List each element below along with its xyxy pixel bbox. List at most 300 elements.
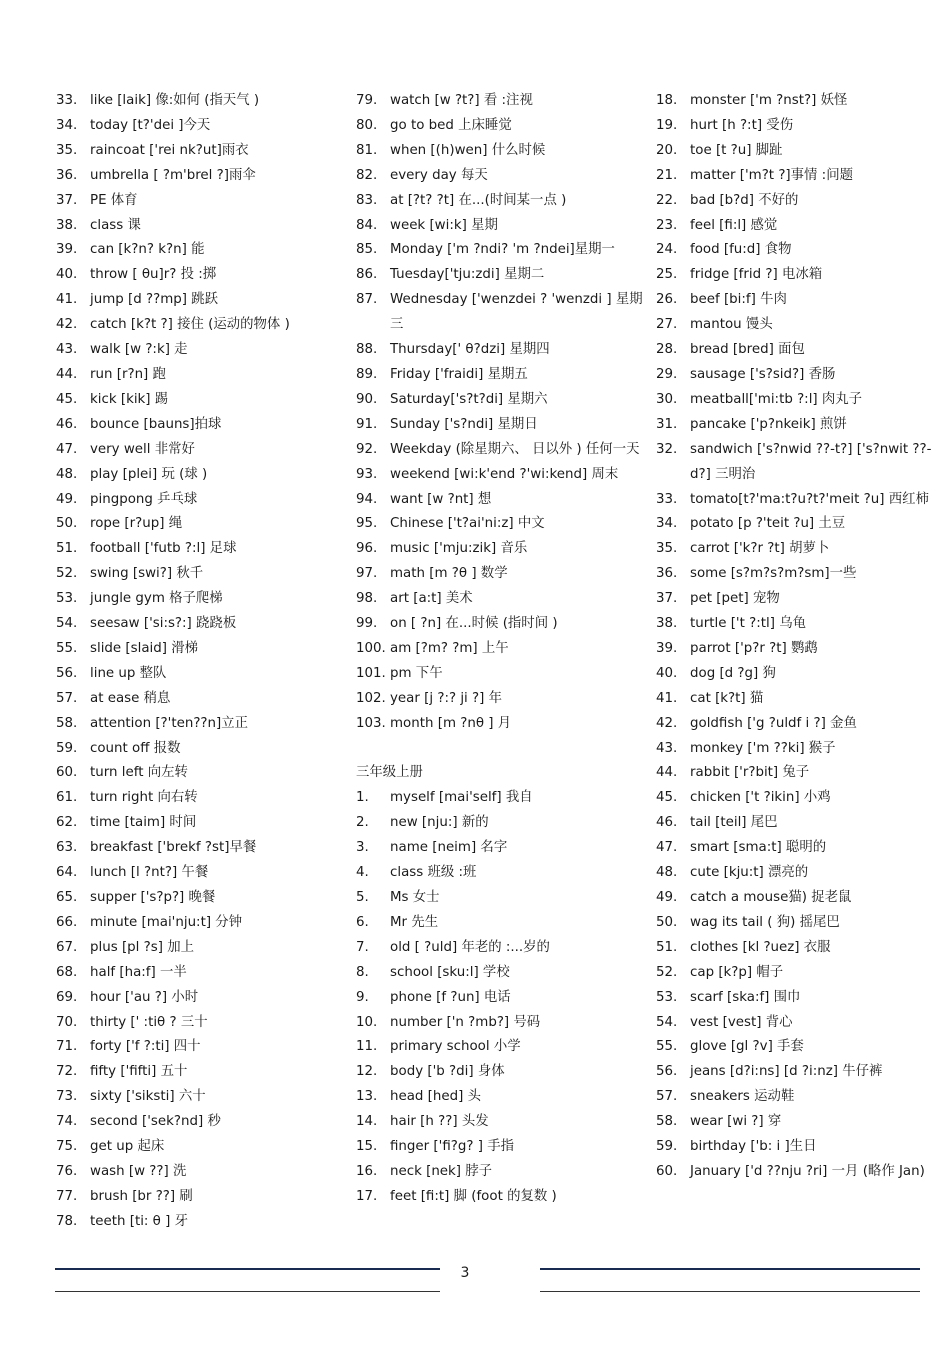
entry-text: sandwich ['s?nwid ??-t?] ['s?nwit ??-d?] 三明治	[690, 441, 932, 482]
entry-number: 55.	[56, 640, 78, 656]
vocab-entry	[656, 89, 932, 114]
entry-text: music ['mju:zik] 音乐	[390, 541, 528, 557]
vocab-entry	[56, 936, 346, 961]
vocab-entry	[56, 363, 346, 388]
entry-text: turn right 向右转	[90, 790, 198, 806]
entry-number: 37.	[56, 192, 78, 208]
vocab-entry	[56, 1035, 346, 1060]
entry-number: 70.	[56, 1014, 78, 1030]
vocab-entry	[56, 961, 346, 986]
entry-text: Saturday['s?t?di] 星期六	[390, 391, 548, 407]
entry-text: second ['sek?nd] 秒	[90, 1114, 221, 1130]
vocab-entry	[656, 911, 932, 936]
entry-number: 10.	[356, 1014, 378, 1030]
entry-text: January ['d ??nju ?ri] 一月 (略作 Jan)	[690, 1163, 925, 1179]
vocab-entry	[56, 1060, 346, 1085]
vocab-entry	[356, 189, 646, 214]
entry-number: 30.	[656, 391, 678, 407]
entry-number: 81.	[356, 142, 378, 158]
vocab-entry	[656, 537, 932, 562]
entry-text: today [t?'dei ]今天	[90, 117, 211, 133]
vocab-entry	[356, 1085, 646, 1110]
vocab-entry	[656, 861, 932, 886]
vocab-entry	[356, 512, 646, 537]
entry-text: sausage ['s?sid?] 香肠	[690, 366, 836, 382]
vocab-entry	[56, 288, 346, 313]
entry-text: Friday ['fraidi] 星期五	[390, 366, 528, 382]
entry-number: 53.	[656, 989, 678, 1005]
vocab-entry	[356, 861, 646, 886]
vocab-entry	[56, 114, 346, 139]
vocab-entry	[56, 463, 346, 488]
footer-rule-left-lower	[55, 1291, 440, 1292]
entry-number: 43.	[656, 740, 678, 756]
entry-number: 7.	[356, 939, 369, 955]
entry-text: attention [?'ten??n]立正	[90, 715, 249, 731]
entry-text: turn left 向左转	[90, 765, 188, 781]
entry-number: 61.	[56, 790, 78, 806]
vocab-entry	[656, 488, 932, 513]
entry-number: 12.	[356, 1064, 378, 1080]
entry-number: 100.	[356, 640, 386, 656]
vocab-entry	[56, 537, 346, 562]
vocab-entry	[56, 139, 346, 164]
entry-text: lunch [l ?nt?] 午餐	[90, 865, 209, 881]
entry-text: teeth [ti: θ ] 牙	[90, 1213, 189, 1229]
entry-number: 16.	[356, 1163, 378, 1179]
entry-number: 35.	[656, 541, 678, 557]
vocab-entry	[656, 288, 932, 313]
entry-text: cat [k?t] 猫	[690, 690, 764, 706]
entry-text: thirty [' :tiθ ? 三十	[90, 1014, 208, 1030]
entry-number: 4.	[356, 865, 369, 881]
vocab-entry	[656, 164, 932, 189]
vocab-entry	[356, 786, 646, 811]
entry-text: weekend [wi:k'end ?'wi:kend] 周末	[390, 466, 619, 482]
entry-text: brush [br ??] 刷	[90, 1188, 193, 1204]
entry-text: half [ha:f] 一半	[90, 964, 187, 980]
vocab-entry	[656, 662, 932, 687]
entry-text: toe [t ?u] 脚趾	[690, 142, 783, 158]
entry-number: 93.	[356, 466, 378, 482]
vocab-entry	[656, 637, 932, 662]
entry-text: turtle ['t ?:tl] 乌龟	[690, 616, 806, 632]
entry-number: 51.	[56, 541, 78, 557]
entry-number: 77.	[56, 1188, 78, 1204]
vocab-entry	[356, 363, 646, 388]
entry-number: 62.	[56, 815, 78, 831]
entry-number: 20.	[656, 142, 678, 158]
vocab-entry	[56, 438, 346, 463]
entry-text: Chinese ['t?ai'ni:z] 中文	[390, 516, 545, 532]
vocab-entry	[656, 761, 932, 786]
column-3	[656, 89, 932, 1185]
entry-number: 15.	[356, 1139, 378, 1155]
entry-text: feet [fi:t] 脚 (foot 的复数 )	[390, 1188, 557, 1204]
entry-number: 13.	[356, 1089, 378, 1105]
entry-text: catch [k?t ?] 接住 (运动的物体 )	[90, 317, 290, 333]
entry-text: Sunday ['s?ndi] 星期日	[390, 416, 538, 432]
entry-text: goldfish ['g ?uldf i ?] 金鱼	[690, 715, 857, 731]
entry-number: 68.	[56, 964, 78, 980]
page-footer	[0, 1255, 950, 1305]
entry-text: myself [mai'self] 我自	[390, 790, 533, 806]
vocab-entry	[356, 164, 646, 189]
vocab-entry	[56, 1011, 346, 1036]
vocab-entry	[56, 413, 346, 438]
entry-number: 5.	[356, 889, 369, 905]
vocab-entry	[356, 836, 646, 861]
entry-text: bad [b?d] 不好的	[690, 192, 799, 208]
vocab-entry	[56, 313, 346, 338]
entry-text: week [wi:k] 星期	[390, 217, 498, 233]
entry-text: scarf [ska:f] 围巾	[690, 989, 801, 1005]
entry-text: old [ ?uld] 年老的 :...岁的	[390, 939, 550, 955]
entry-text: catch a mouse猫) 捉老鼠	[690, 890, 852, 905]
entry-number: 48.	[656, 865, 678, 881]
entry-number: 73.	[56, 1089, 78, 1105]
vocab-entry	[56, 587, 346, 612]
footer-rule-left	[55, 1268, 440, 1270]
vocab-entry	[656, 612, 932, 637]
vocab-entry	[356, 986, 646, 1011]
entry-number: 33.	[56, 93, 78, 108]
vocab-entry	[356, 562, 646, 587]
entry-number: 57.	[656, 1089, 678, 1105]
entry-text: food [fu:d] 食物	[690, 242, 792, 258]
entry-number: 57.	[56, 690, 78, 706]
entry-number: 36.	[56, 167, 78, 183]
entry-number: 27.	[656, 317, 678, 333]
entry-text: Thursday[' θ?dzi] 星期四	[390, 342, 550, 358]
entry-text: body ['b ?di] 身体	[390, 1064, 505, 1080]
vocab-entry	[656, 1060, 932, 1085]
entry-number: 25.	[656, 267, 678, 283]
vocab-entry	[656, 1085, 932, 1110]
entry-text: sixty ['siksti] 六十	[90, 1089, 206, 1105]
entry-number: 36.	[656, 566, 678, 582]
entry-text: watch [w ?t?] 看 :注视	[390, 93, 533, 108]
vocab-entry	[356, 388, 646, 413]
vocab-entry	[656, 388, 932, 413]
vocab-entry	[356, 811, 646, 836]
entry-number: 92.	[356, 441, 378, 457]
entry-number: 66.	[56, 914, 78, 930]
entry-text: carrot ['k?r ?t] 胡萝卜	[690, 541, 830, 557]
entry-text: tail [teil] 尾巴	[690, 815, 778, 831]
entry-text: glove [gl ?v] 手套	[690, 1039, 804, 1055]
entry-text: play [plei] 玩 (球 )	[90, 466, 208, 482]
entry-number: 17.	[356, 1188, 378, 1204]
vocab-entry	[56, 811, 346, 836]
entry-text: line up 整队	[90, 665, 167, 681]
entry-text: wear [wi ?] 穿	[690, 1114, 782, 1130]
entry-number: 40.	[56, 267, 78, 283]
entry-text: cute [kju:t] 漂亮的	[690, 865, 809, 881]
entry-text: at [?t? ?t] 在...(时间某一点 )	[390, 192, 567, 208]
vocab-entry	[56, 189, 346, 214]
column-2	[356, 89, 646, 1210]
entry-text: every day 每天	[390, 167, 488, 183]
entry-text: tomato[t?'ma:t?u?t?'meit ?u] 西红柿	[690, 491, 929, 507]
entry-text: class 课	[90, 217, 141, 233]
entry-text: monster ['m ?nst?] 妖怪	[690, 93, 848, 108]
entry-text: neck [nek] 脖子	[390, 1163, 493, 1179]
vocab-entry	[356, 139, 646, 164]
entry-text: pm 下午	[390, 665, 443, 681]
entry-number: 76.	[56, 1163, 78, 1179]
vocab-entry	[356, 89, 646, 114]
entry-number: 45.	[56, 391, 78, 407]
vocab-entry	[356, 114, 646, 139]
entry-number: 55.	[656, 1039, 678, 1055]
entry-number: 95.	[356, 516, 378, 532]
entry-number: 33.	[656, 491, 678, 507]
entry-number: 103.	[356, 715, 386, 731]
entry-text: walk [w ?:k] 走	[90, 342, 188, 358]
vocab-entry	[356, 936, 646, 961]
entry-text: at ease 稍息	[90, 690, 171, 706]
entry-text: wag its tail ( 狗) 摇尾巴	[690, 914, 840, 930]
vocab-entry	[56, 338, 346, 363]
entry-text: phone [f ?un] 电话	[390, 989, 511, 1005]
entry-number: 44.	[656, 765, 678, 781]
entry-text: year [j ?:? ji ?] 年	[390, 690, 502, 706]
vocab-entry	[656, 1035, 932, 1060]
entry-number: 58.	[656, 1114, 678, 1130]
vocab-entry	[56, 986, 346, 1011]
entry-number: 47.	[656, 840, 678, 856]
entry-number: 34.	[56, 117, 78, 133]
vocab-entry	[356, 1185, 646, 1210]
entry-number: 34.	[656, 516, 678, 532]
entry-number: 86.	[356, 267, 378, 283]
entry-number: 78.	[56, 1213, 78, 1229]
vocab-entry	[56, 662, 346, 687]
vocab-entry	[356, 587, 646, 612]
entry-text: Wednesday ['wenzdei ? 'wenzdi ] 星期三	[390, 292, 643, 333]
entry-number: 32.	[656, 441, 678, 457]
vocab-entry	[56, 737, 346, 762]
entry-number: 23.	[656, 217, 678, 233]
vocab-entry	[56, 388, 346, 413]
vocab-entry	[656, 587, 932, 612]
entry-number: 11.	[356, 1039, 378, 1055]
entry-text: parrot ['p?r ?t] 鹦鹉	[690, 640, 818, 656]
entry-number: 60.	[656, 1163, 678, 1179]
vocab-entry	[656, 413, 932, 438]
entry-number: 37.	[656, 591, 678, 607]
entry-text: go to bed 上床睡觉	[390, 117, 512, 133]
vocab-entry	[656, 687, 932, 712]
entry-number: 64.	[56, 865, 78, 881]
entry-number: 46.	[656, 815, 678, 831]
vocab-entry	[656, 338, 932, 363]
entry-number: 75.	[56, 1139, 78, 1155]
vocab-entry	[56, 1135, 346, 1160]
vocab-entry	[656, 1110, 932, 1135]
entry-text: new [nju:] 新的	[390, 815, 489, 831]
entry-number: 41.	[656, 690, 678, 706]
entry-text: meatball['mi:tb ?:l] 肉丸子	[690, 391, 863, 407]
entry-number: 50.	[56, 516, 78, 532]
vocab-entry	[56, 1110, 346, 1135]
entry-number: 19.	[656, 117, 678, 133]
entry-number: 6.	[356, 914, 369, 930]
entry-text: vest [vest] 背心	[690, 1014, 793, 1030]
entry-number: 48.	[56, 466, 78, 482]
entry-number: 94.	[356, 491, 378, 507]
vocab-entry	[656, 438, 932, 488]
entry-text: very well 非常好	[90, 441, 195, 457]
vocab-entry	[56, 786, 346, 811]
vocab-entry	[56, 712, 346, 737]
entry-text: math [m ?θ ] 数学	[390, 566, 508, 582]
entry-number: 3.	[356, 840, 369, 856]
entry-number: 50.	[656, 914, 678, 930]
entry-number: 8.	[356, 964, 369, 980]
entry-text: smart [sma:t] 聪明的	[690, 840, 827, 856]
entry-number: 90.	[356, 391, 378, 407]
entry-number: 49.	[56, 491, 78, 507]
entry-text: some [s?m?s?m?sm]一些	[690, 566, 857, 582]
entry-text: count off 报数	[90, 740, 181, 756]
vocab-entry	[356, 687, 646, 712]
entry-text: am [?m? ?m] 上午	[390, 640, 509, 656]
vocab-entry	[356, 1035, 646, 1060]
vocab-entry	[356, 961, 646, 986]
entry-number: 45.	[656, 790, 678, 806]
entry-text: hair [h ??] 头发	[390, 1114, 489, 1130]
entry-number: 69.	[56, 989, 78, 1005]
vocab-entry	[356, 637, 646, 662]
entry-text: dog [d ?g] 狗	[690, 665, 776, 681]
column-1	[56, 89, 346, 1235]
entry-number: 102.	[356, 690, 386, 706]
entry-number: 52.	[656, 964, 678, 980]
entry-text: head [hed] 头	[390, 1089, 482, 1105]
entry-text: forty ['f ?:ti] 四十	[90, 1039, 201, 1055]
vocab-entry	[356, 911, 646, 936]
entry-text: pet [pet] 宠物	[690, 591, 780, 607]
vocab-entry	[356, 1110, 646, 1135]
entry-text: raincoat ['rei nk?ut]雨衣	[90, 142, 249, 158]
entry-number: 47.	[56, 441, 78, 457]
entry-text: jeans [d?i:ns] [d ?i:nz] 牛仔裤	[690, 1064, 883, 1080]
vocab-entry	[656, 1135, 932, 1160]
entry-number: 54.	[56, 616, 78, 632]
entry-number: 43.	[56, 342, 78, 358]
entry-text: feel [fi:l] 感觉	[690, 217, 778, 233]
entry-number: 101.	[356, 665, 386, 681]
vocab-entry	[356, 488, 646, 513]
vocab-entry	[56, 263, 346, 288]
vocab-entry	[56, 861, 346, 886]
vocab-entry	[656, 786, 932, 811]
entry-text: name [neim] 名字	[390, 840, 508, 856]
entry-number: 56.	[56, 665, 78, 681]
vocab-entry	[56, 1185, 346, 1210]
entry-text: pancake ['p?nkeik] 煎饼	[690, 416, 847, 432]
entry-number: 89.	[356, 366, 378, 382]
vocab-entry	[656, 961, 932, 986]
entry-text: sneakers 运动鞋	[690, 1089, 795, 1105]
entry-number: 79.	[356, 93, 378, 108]
entry-text: Ms 女士	[390, 889, 440, 905]
vocab-entry	[56, 1210, 346, 1235]
entry-number: 51.	[656, 939, 678, 955]
vocab-entry	[356, 886, 646, 911]
vocab-entry	[56, 238, 346, 263]
vocab-entry	[56, 512, 346, 537]
entry-number: 85.	[356, 242, 378, 258]
entry-text: can [k?n? k?n] 能	[90, 242, 205, 258]
entry-text: hour ['au ?] 小时	[90, 989, 199, 1005]
entry-number: 42.	[56, 317, 78, 333]
entry-number: 84.	[356, 217, 378, 233]
entry-text: school [sku:l] 学校	[390, 964, 510, 980]
entry-text: fridge [frid ?] 电冰箱	[690, 267, 823, 283]
entry-number: 46.	[56, 416, 78, 432]
vocab-entry	[656, 836, 932, 861]
vocab-entry	[56, 562, 346, 587]
entry-number: 29.	[656, 366, 678, 382]
vocab-entry	[56, 89, 346, 114]
entry-number: 72.	[56, 1064, 78, 1080]
vocab-entry	[56, 1160, 346, 1185]
vocab-entry	[656, 313, 932, 338]
entry-text: throw [ θu]r? 投 :掷	[90, 267, 217, 283]
entry-text: rope [r?up] 绳	[90, 516, 183, 532]
entry-text: fifty ['fifti] 五十	[90, 1064, 188, 1080]
vocab-entry	[356, 288, 646, 338]
entry-text: supper ['s?p?] 晚餐	[90, 890, 216, 905]
entry-number: 38.	[656, 616, 678, 632]
vocab-entry	[56, 214, 346, 239]
entry-number: 39.	[656, 640, 678, 656]
entry-text: want [w ?nt] 想	[390, 491, 492, 507]
entry-text: Monday ['m ?ndi? 'm ?ndei]星期一	[390, 242, 615, 258]
entry-text: cap [k?p] 帽子	[690, 964, 784, 980]
entry-text: chicken ['t ?ikin] 小鸡	[690, 790, 831, 806]
section-title: 三年级上册	[356, 765, 423, 781]
entry-text: Tuesday['tju:zdi] 星期二	[390, 267, 545, 283]
vocab-entry	[656, 737, 932, 762]
entry-number: 2.	[356, 815, 369, 831]
entry-number: 74.	[56, 1114, 78, 1130]
entry-number: 1.	[356, 790, 369, 806]
vocab-entry	[356, 537, 646, 562]
entry-text: when [(h)wen] 什么时候	[390, 142, 546, 158]
vocab-entry	[656, 712, 932, 737]
entry-number: 40.	[656, 665, 678, 681]
entry-text: get up 起床	[90, 1139, 165, 1155]
footer-rule-right-lower	[540, 1291, 920, 1292]
section-spacer	[356, 737, 646, 762]
entry-text: on [ ?n] 在...时候 (指时间 )	[390, 616, 558, 632]
entry-number: 21.	[656, 167, 678, 183]
vocab-entry	[56, 761, 346, 786]
vocab-entry	[656, 189, 932, 214]
entry-text: primary school 小学	[390, 1039, 521, 1055]
vocab-entry	[656, 936, 932, 961]
entry-text: finger ['fi?g? ] 手指	[390, 1139, 514, 1155]
entry-text: like [laik] 像:如何 (指天气 )	[90, 93, 260, 108]
vocab-entry	[56, 1085, 346, 1110]
entry-number: 24.	[656, 242, 678, 258]
vocab-entry	[356, 1060, 646, 1085]
entry-number: 82.	[356, 167, 378, 183]
